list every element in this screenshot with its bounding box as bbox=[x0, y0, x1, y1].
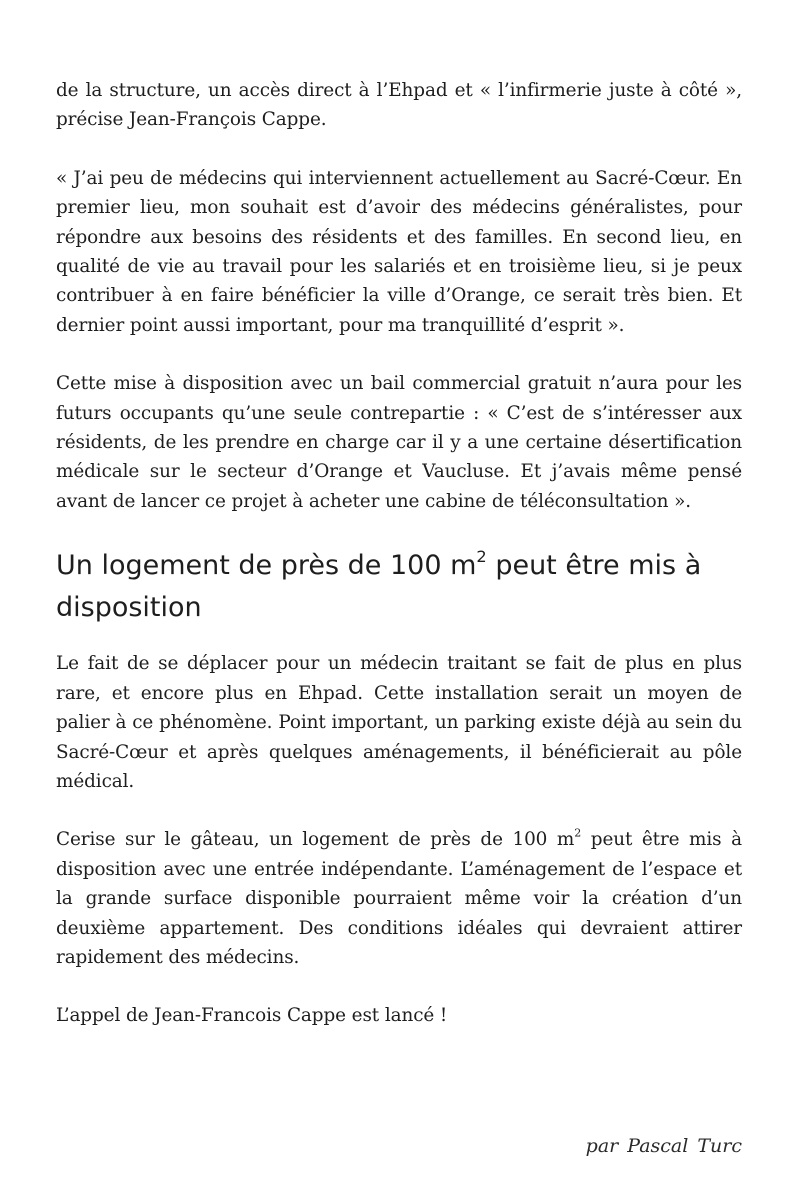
paragraph-mise-a-disposition: Cette mise à disposition avec un bail commercial gratuit n’aura pour les futurs occupants qu’une seule contrepartie : « C’est de s’intéresser aux résidents, de les prendre en charge car il y a une certaine désertification médicale sur le secteur d’Orange et Vaucluse. Et j’avais même pensé avant de lancer ce projet à acheter une cabine de téléconsultation ». bbox=[56, 373, 742, 512]
paragraph-quote-medecins: « J’ai peu de médecins qui interviennent actuellement au Sacré-Cœur. En premier lieu, mon souhait est d’avoir des médecins généralistes, pour répondre aux besoins des résidents et des familles. En second lieu, en qualité de vie au travail pour les salariés et en troisième lieu, si je peux contribuer à en faire bénéficier la ville d’Orange, ce serait très bien. Et dernier point aussi important, pour ma tranquillité d’esprit ». bbox=[56, 167, 742, 336]
byline: par Pascal Turc bbox=[585, 1135, 742, 1157]
heading-superscript: 2 bbox=[476, 547, 487, 567]
heading-text-after: peut être mis à disposition bbox=[56, 550, 702, 624]
paragraph-structure: de la structure, un accès direct à l’Ehpad et « l’infirmerie juste à côté », précise Jean-François Cappe. bbox=[56, 80, 742, 131]
heading-text-before: Un logement de près de 100 m bbox=[56, 550, 477, 582]
logement-text-after: peut être mis à disposition avec une entrée indépendante. L’aménagement de l’espace et la grande surface disponible pourraient même voir la création d’un deuxième appartement. Des conditions idéales qui devraient attirer rapidement des médecins. bbox=[56, 829, 742, 968]
logement-text-before: Cerise sur le gâteau, un logement de près de 100 m bbox=[56, 829, 575, 851]
paragraph-logement bbox=[56, 825, 742, 972]
paragraph-medecin-traitant: Le fait de se déplacer pour un médecin traitant se fait de plus en plus rare, et encore plus en Ehpad. Cette installation serait un moyen de palier à ce phénomène. Point important, un parking existe déjà au sein du Sacré-Cœur et après quelques aménagements, il bénéficierait au pôle médical. bbox=[56, 653, 742, 792]
article-body bbox=[56, 76, 742, 1060]
section-heading bbox=[56, 545, 742, 629]
logement-superscript: 2 bbox=[574, 827, 582, 841]
paragraph-closing: L’appel de Jean-Francois Cappe est lancé ! bbox=[56, 1005, 448, 1027]
